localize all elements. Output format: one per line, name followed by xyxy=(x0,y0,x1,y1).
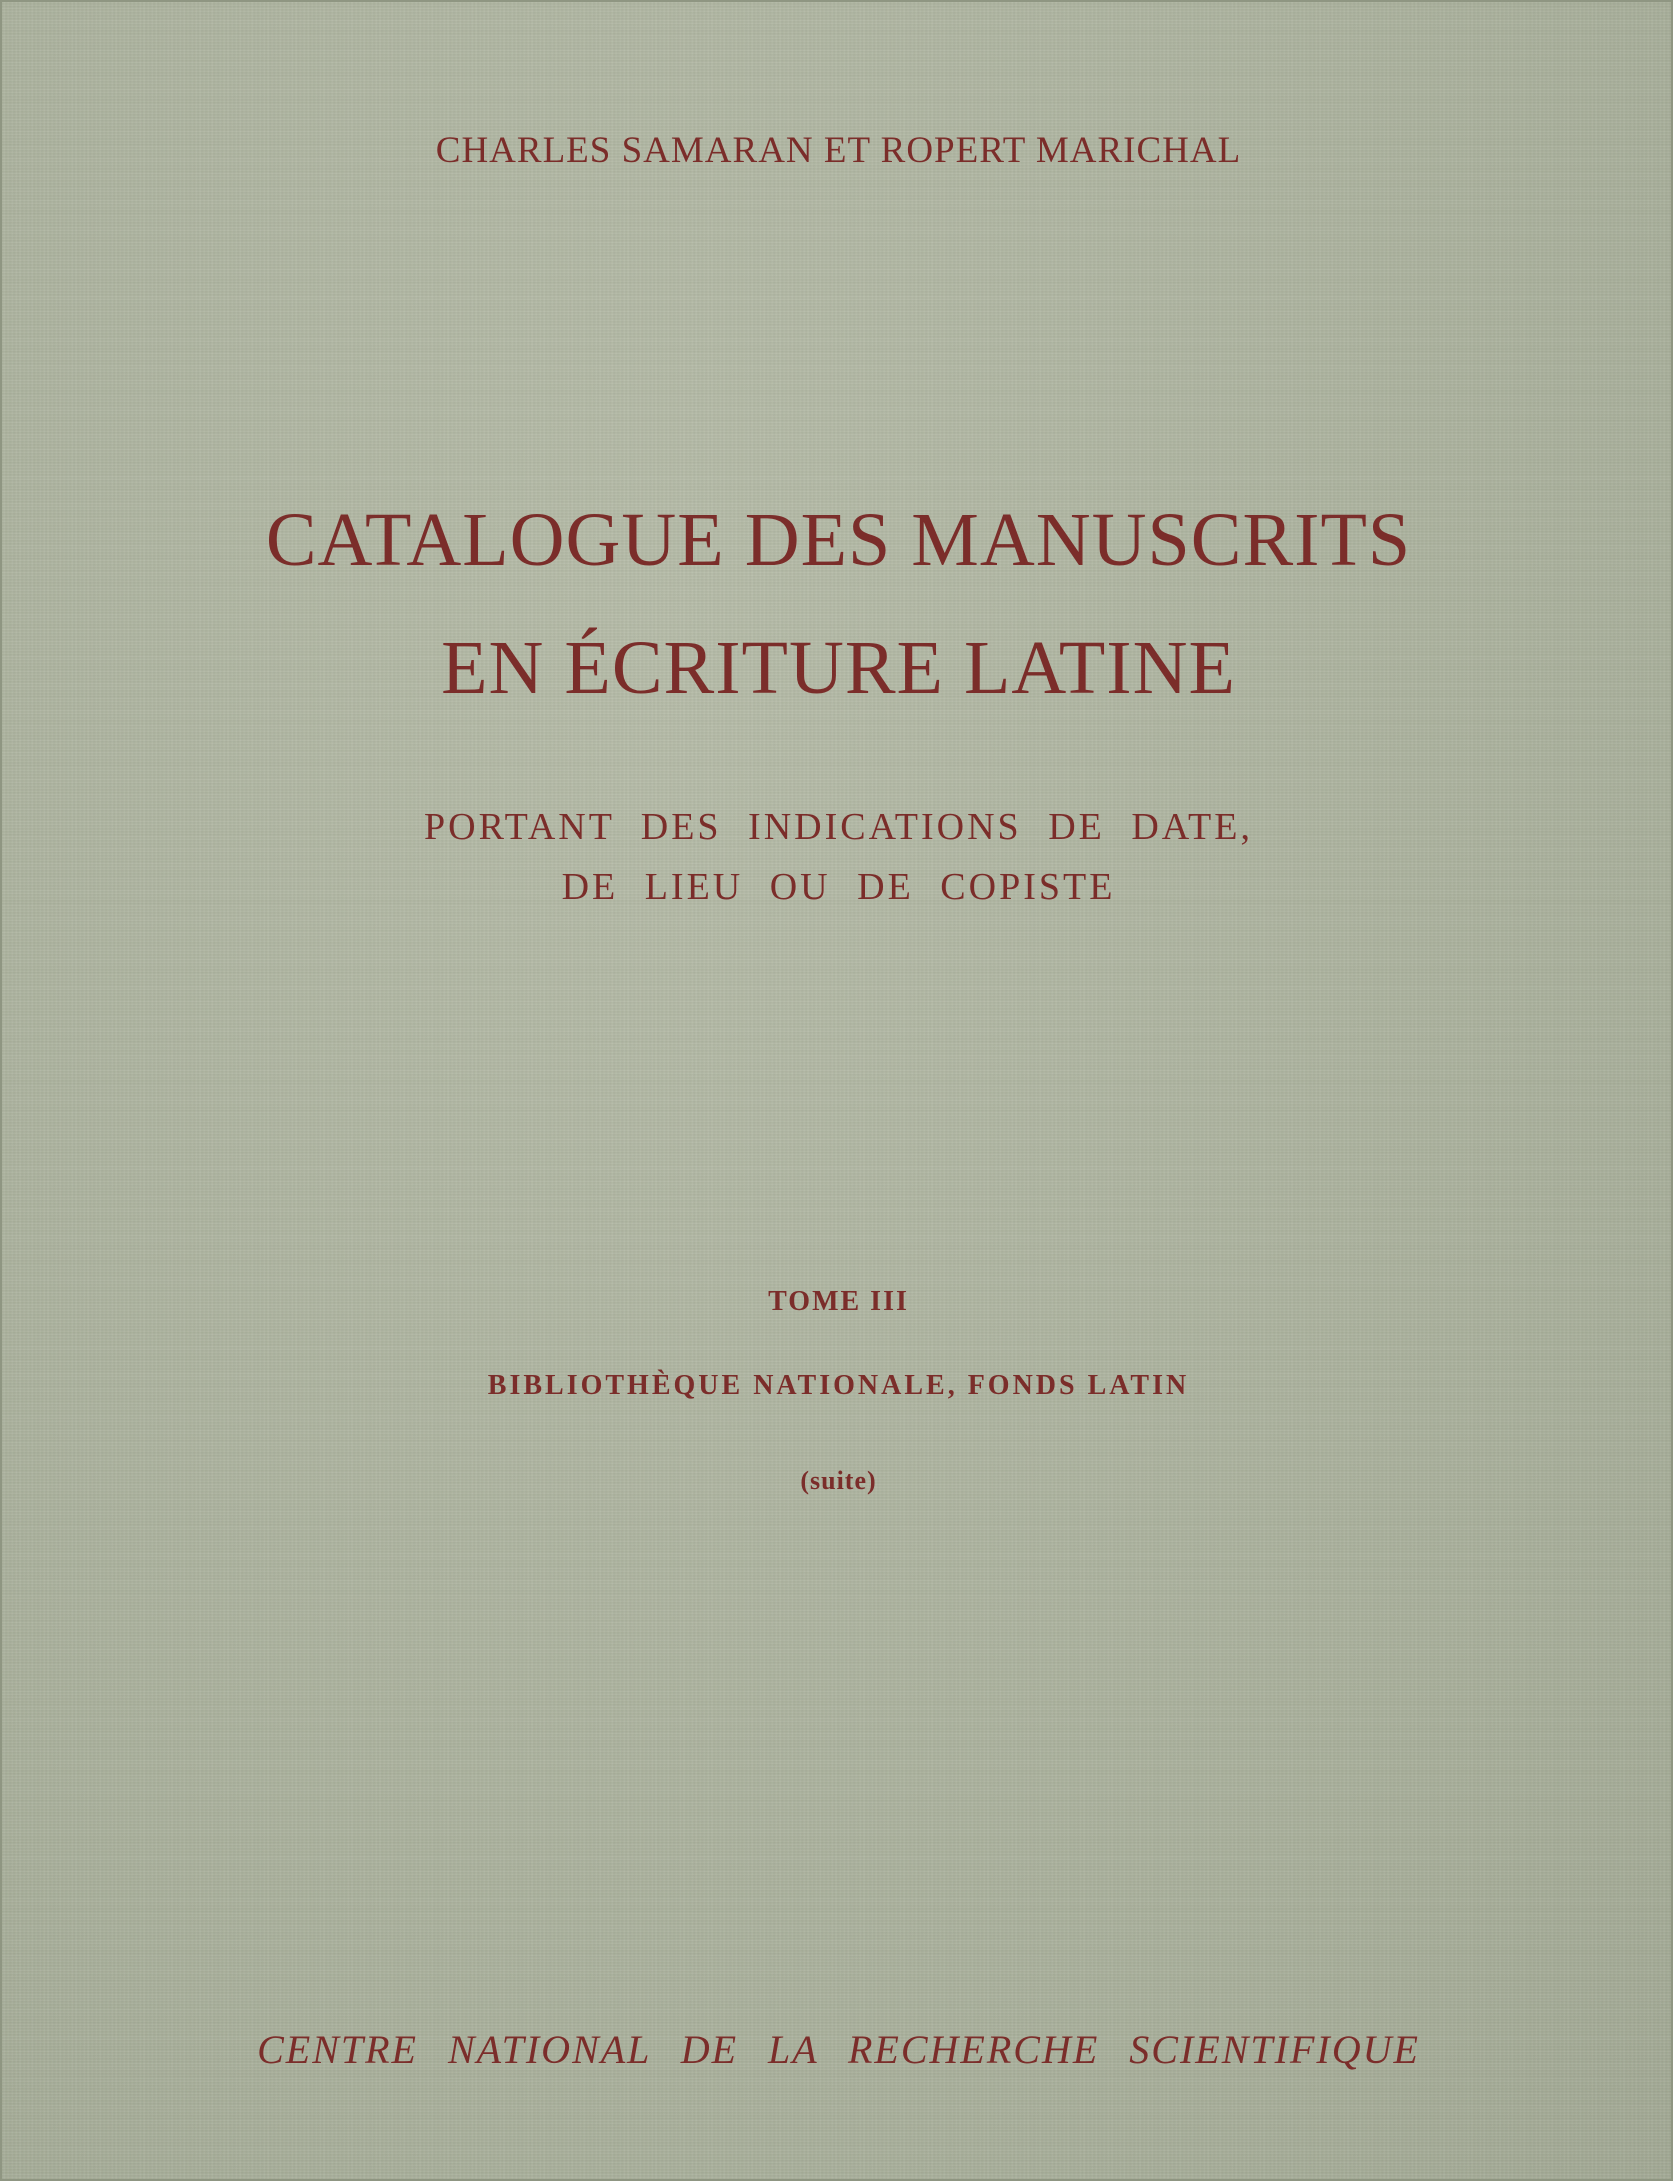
publisher: CENTRE NATIONAL DE LA RECHERCHE SCIENTIFIQUE xyxy=(257,2027,1420,2072)
title-line-1: CATALOGUE DES MANUSCRITS xyxy=(265,498,1412,582)
subtitle-line-2: DE LIEU OU DE COPISTE xyxy=(561,866,1116,908)
continuation-note: (suite) xyxy=(800,1466,877,1495)
title-line-2: EN ÉCRITURE LATINE xyxy=(441,626,1236,710)
volume-number: TOME III xyxy=(768,1286,909,1317)
subtitle-line-1: PORTANT DES INDICATIONS DE DATE, xyxy=(424,806,1253,848)
authors: CHARLES SAMARAN ET ROPERT MARICHAL xyxy=(435,130,1242,171)
collection-name: BIBLIOTHÈQUE NATIONALE, FONDS LATIN xyxy=(487,1370,1190,1401)
